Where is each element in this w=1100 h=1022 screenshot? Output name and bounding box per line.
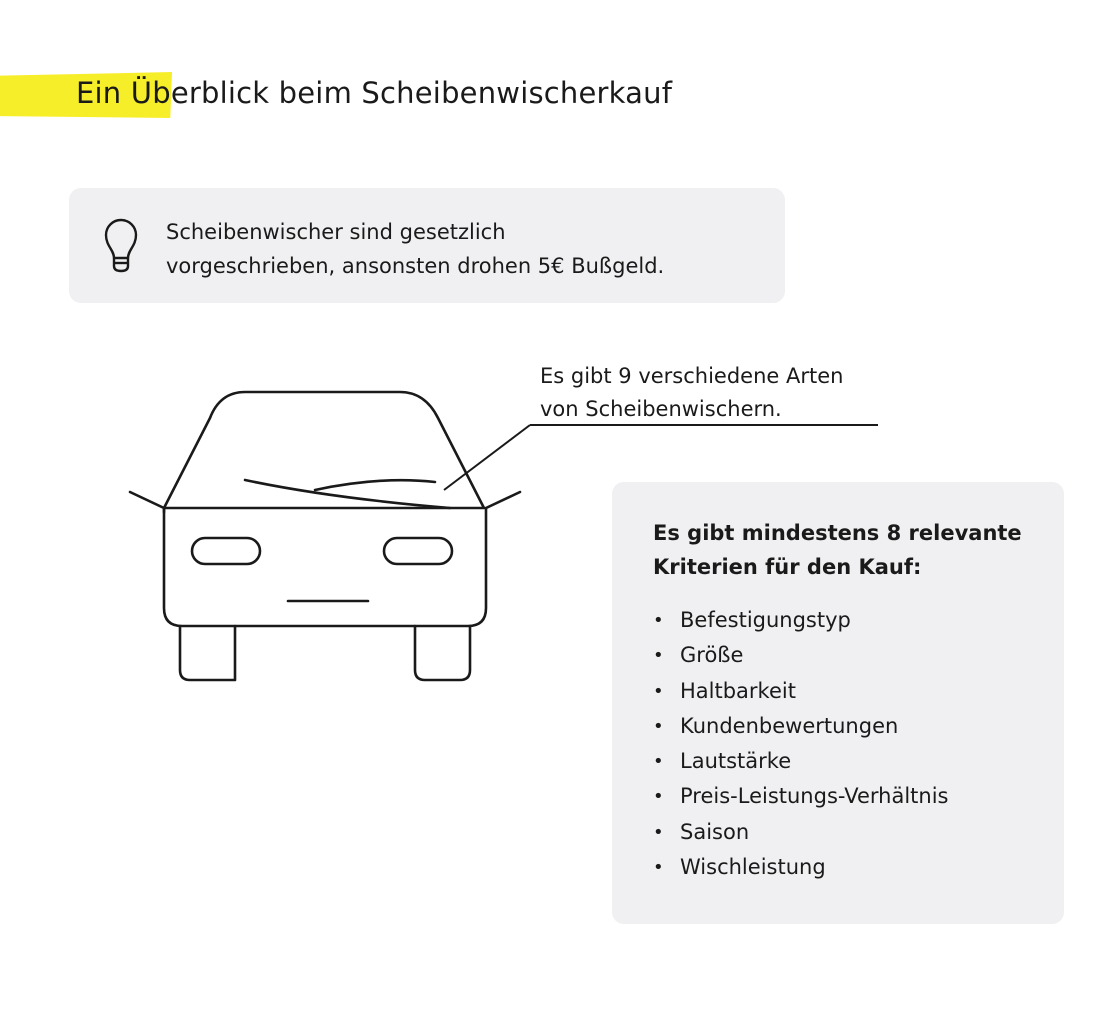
callout-line-1: Es gibt 9 verschiedene Arten (540, 364, 844, 388)
callout-text (540, 360, 890, 426)
list-item (653, 744, 949, 779)
list-item-label: Haltbarkeit (680, 678, 796, 703)
lightbulb-icon (101, 218, 141, 274)
tip-box (69, 188, 785, 303)
list-item (653, 709, 949, 744)
tip-line-2: vorgeschrieben, ansonsten drohen 5€ Bußgeld. (166, 254, 665, 278)
criteria-list (653, 603, 949, 885)
list-item (653, 850, 949, 885)
criteria-heading-line-2: Kriterien für den Kauf: (653, 555, 922, 579)
list-item (653, 815, 949, 850)
bullet: • (653, 645, 664, 667)
bullet: • (653, 821, 664, 843)
criteria-box (612, 482, 1064, 924)
tip-line-1: Scheibenwischer sind gesetzlich (166, 220, 506, 244)
bullet: • (653, 680, 664, 702)
bullet: • (653, 610, 664, 631)
list-item-label: Wischleistung (680, 855, 826, 880)
list-item-label: Lautstärke (680, 749, 792, 774)
list-item (653, 603, 949, 638)
page-title: Ein Überblick beim Scheibenwischerkauf (76, 76, 673, 110)
bullet: • (653, 786, 664, 808)
list-item (653, 674, 949, 709)
bullet: • (653, 715, 664, 737)
list-item (653, 779, 949, 814)
list-item-label: Befestigungstyp (680, 608, 851, 632)
list-item-label: Größe (680, 643, 744, 668)
list-item-label: Saison (680, 819, 750, 844)
list-item-label: Kundenbewertungen (680, 713, 899, 738)
list-item (653, 638, 949, 673)
bullet: • (653, 751, 664, 773)
bullet: • (653, 857, 664, 879)
callout-line-2: von Scheibenwischern. (540, 397, 782, 421)
criteria-heading-line-1: Es gibt mindestens 8 relevante (653, 521, 1022, 545)
criteria-heading (653, 516, 1053, 584)
tip-text (166, 215, 766, 283)
list-item-label: Preis-Leistungs-Verhältnis (680, 784, 949, 809)
